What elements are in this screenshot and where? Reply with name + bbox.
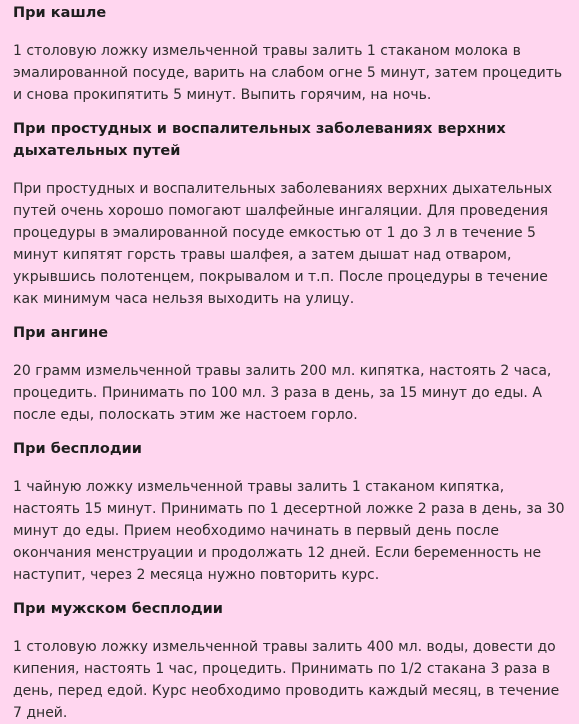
text-angina: 20 грамм измельченной травы залить 200 мл. кипятка, настоять 2 часа, процедить. Принимать по 100 мл. 3 раза в день, за 15 минут до еды. А после еды, полоскать этим же настоем горло. [13, 363, 552, 423]
text-cough: 1 столовую ложку измельченной травы залить 1 стаканом молока в эмалированной посуде, варить на слабом огне 5 минут, затем процедить и снова прокипятить 5 минут. Выпить горячим, на ночь. [13, 43, 563, 103]
heading-respiratory: При простудных и воспалительных заболеваниях верхних дыхательных путей [13, 121, 506, 159]
text-infertility: 1 чайную ложку измельченной травы залить 1 стаканом кипятка, настоять 15 минут. Принимать по 1 десертной ложке 2 раза в день, за 30 минут до еды. Прием необходимо начинать в первый день после окончания менструации и продолжать 12 дней. Если беременность не наступит, через 2 месяца нужно повторить курс. [13, 479, 565, 583]
heading-infertility: При бесплодии [13, 441, 142, 457]
heading-angina: При ангине [13, 325, 109, 341]
heading-cough: При кашле [13, 5, 107, 21]
heading-male-infertility: При мужском бесплодии [13, 601, 223, 617]
text-respiratory: При простудных и воспалительных заболеваниях верхних дыхательных путей очень хорошо помогают шалфейные ингаляции. Для проведения процедуры в эмалированной посуде емкостью от 1 до 3 л в течение 5 минут кипятят горсть травы шалфея, а затем дышат над отваром, укрывшись полотенцем, покрывалом и т.п. После процедуры в течение как минимум часа нельзя выходить на улицу. [13, 181, 553, 307]
text-male-infertility: 1 столовую ложку измельченной травы залить 400 мл. воды, довести до кипения, настоять 1 час, процедить. Принимать по 1/2 стакана 3 раза в день, перед едой. Курс необходимо проводить каждый месяц, в течение 7 дней. [13, 639, 560, 721]
